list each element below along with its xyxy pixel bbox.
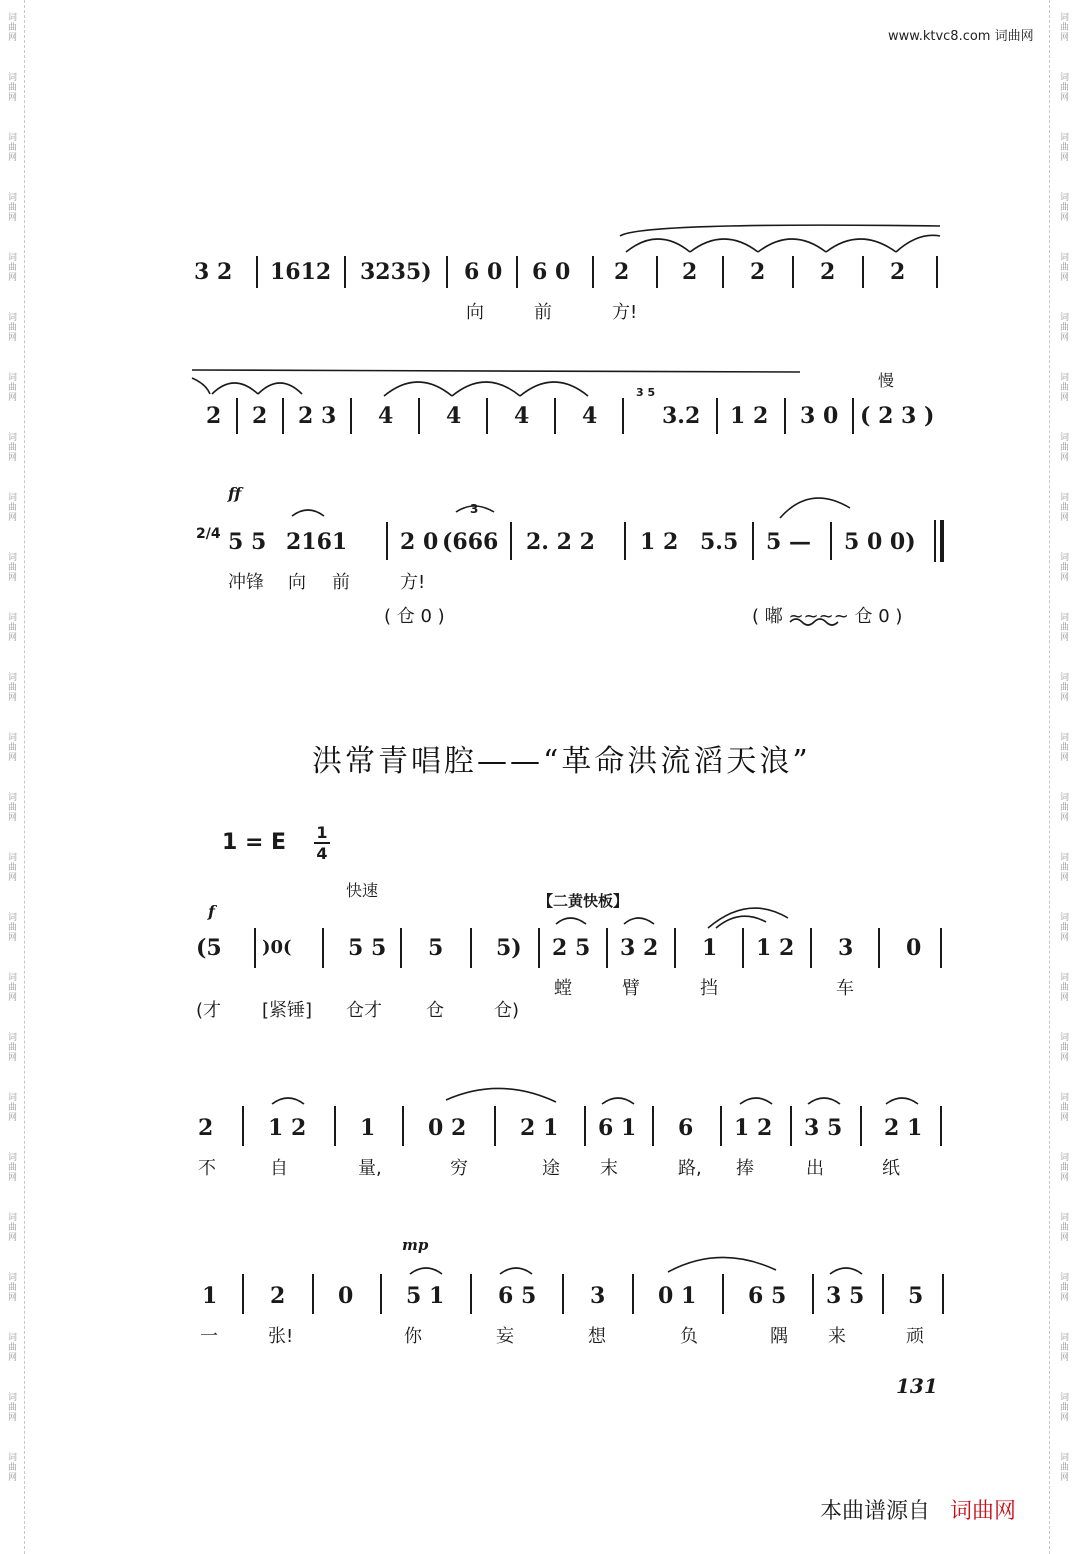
note-group: 3 5 [826, 1283, 865, 1309]
lyric: 向 [288, 572, 306, 593]
side-watermark: 词曲网 [1058, 1272, 1068, 1302]
side-watermark: 词曲网 [1058, 972, 1068, 1002]
lyric: 臂 [622, 978, 640, 999]
slur-mark [758, 239, 826, 252]
lyric: 挡 [700, 978, 718, 999]
side-watermark: 词曲网 [6, 132, 16, 162]
side-watermark: 词曲网 [1058, 312, 1068, 342]
percussion-notation: 仓 [426, 1000, 444, 1021]
tempo-marking: 慢 [878, 371, 895, 390]
lyric: 螳 [554, 978, 572, 999]
lyric: 一 [200, 1326, 218, 1347]
note-group: 4 [582, 403, 598, 429]
slur-mark [826, 239, 896, 252]
side-watermark: 词曲网 [1058, 72, 1068, 102]
percussion-notation: [紧锤] [262, 1000, 313, 1021]
lyric: 冲锋 [228, 572, 264, 593]
lyric: 末 [600, 1158, 618, 1179]
tempo-marking: 快速 [346, 881, 379, 900]
note-group: 6 5 [748, 1283, 787, 1309]
time-signature: 2/4 [196, 526, 221, 542]
side-watermark: 词曲网 [1058, 732, 1068, 762]
side-watermark: 词曲网 [6, 1212, 16, 1242]
note-group: 2161 [286, 529, 348, 555]
side-watermark: 词曲网 [6, 1152, 16, 1182]
slur-mark [668, 1257, 776, 1272]
note-group: 1 2 [640, 529, 679, 555]
slur-mark [716, 916, 766, 928]
note-group: 0 [906, 935, 922, 961]
note-group: 4 [514, 403, 530, 429]
slur-mark [556, 918, 586, 924]
footer-credit [820, 1494, 1016, 1525]
note-group: 6 [678, 1115, 694, 1141]
note-group: ( 2 3 ) [860, 403, 935, 429]
side-watermark: 词曲网 [1058, 1032, 1068, 1062]
dynamic-marking: f [208, 902, 215, 921]
lyric: 不 [198, 1158, 216, 1179]
note-group: 1 [202, 1283, 218, 1309]
note-group: 2. 2 2 [526, 529, 595, 555]
lyric: 路, [678, 1158, 702, 1179]
slur-mark [446, 1088, 556, 1102]
triplet-mark: 3 [470, 502, 479, 516]
side-watermark: 词曲网 [1058, 12, 1068, 42]
note-group: 1612 [270, 259, 332, 285]
note-group: 2 [682, 259, 698, 285]
note-group: 5 5 [228, 529, 267, 555]
note-group: 2 [270, 1283, 286, 1309]
note-group: 1 2 [734, 1115, 773, 1141]
note-group: 3 [838, 935, 854, 961]
note-group: 3.2 [662, 403, 701, 429]
side-watermark: 词曲网 [1058, 252, 1068, 282]
side-watermark: 词曲网 [6, 492, 16, 522]
slur-mark [624, 918, 654, 924]
side-watermark: 词曲网 [6, 732, 16, 762]
note-group: 2 1 [884, 1115, 923, 1141]
percussion-notation: ( 仓 0 ) [384, 606, 445, 627]
note-group: 3 2 [194, 259, 233, 285]
note-group: 2 [206, 403, 222, 429]
footer-brand-link[interactable]: 词曲网 [950, 1499, 1017, 1524]
aria-title: 洪常青唱腔——“革命洪流滔天浪” [312, 744, 811, 779]
side-watermark: 词曲网 [1058, 1392, 1068, 1422]
note-group: 6 0 [532, 259, 571, 285]
lyric: 途 [542, 1158, 560, 1179]
note-group: 6 0 [464, 259, 503, 285]
side-watermark: 词曲网 [6, 1092, 16, 1122]
slur-mark [410, 1268, 442, 1274]
note-group: 5 [428, 935, 444, 961]
dynamic-marking: ff [228, 484, 242, 503]
grace-notes: 3 5 [636, 386, 656, 399]
meter-top: 1 [316, 823, 328, 842]
percussion-notation: 仓) [494, 1000, 520, 1021]
slur-mark [780, 498, 850, 518]
lyric: 想 [588, 1326, 606, 1347]
slur-mark [500, 1268, 532, 1274]
site-url: www.ktvc8.com 词曲网 [888, 29, 1034, 44]
note-group: 0 [338, 1283, 354, 1309]
footer-source-label: 本曲谱源自 [820, 1499, 931, 1524]
side-watermark: 词曲网 [1058, 792, 1068, 822]
slur-mark [740, 1098, 772, 1104]
slur-mark [602, 1098, 634, 1104]
note-group: 2 [252, 403, 268, 429]
note-group: 3 0 [800, 403, 839, 429]
lyric: 方! [612, 302, 638, 323]
side-watermark: 词曲网 [6, 192, 16, 222]
note-group: (666 [442, 529, 499, 555]
note-group: 5 — [766, 529, 811, 555]
side-watermark: 词曲网 [1058, 1152, 1068, 1182]
note-group: 1 [360, 1115, 376, 1141]
side-watermark: 词曲网 [6, 1392, 16, 1422]
lyric: 向 [466, 302, 484, 323]
side-watermark: 词曲网 [1058, 132, 1068, 162]
note-group: 1 2 [756, 935, 795, 961]
slur-mark [212, 383, 258, 394]
note-group: 1 2 [730, 403, 769, 429]
note-group: 1 2 [268, 1115, 307, 1141]
percussion-notation: ( 嘟 ~~~~ 仓 0 ) [752, 606, 903, 627]
note-group: 5.5 [700, 529, 739, 555]
slur-mark [690, 239, 758, 252]
side-watermark: 词曲网 [1058, 372, 1068, 402]
note-group: 5 5 [348, 935, 387, 961]
side-watermark: 词曲网 [1058, 432, 1068, 462]
side-watermark: 词曲网 [1058, 192, 1068, 222]
side-watermark: 词曲网 [6, 72, 16, 102]
lyric: 顽 [906, 1326, 924, 1347]
side-watermark: 词曲网 [1058, 1092, 1068, 1122]
percussion-notation: 仓才 [346, 1000, 382, 1021]
side-watermark: 词曲网 [6, 432, 16, 462]
note-group: 4 [446, 403, 462, 429]
side-watermark: 词曲网 [1058, 1212, 1068, 1242]
slur-mark [626, 239, 690, 252]
side-watermark: 词曲网 [1058, 612, 1068, 642]
slur-mark [192, 378, 210, 394]
slur-mark [520, 382, 588, 396]
lyric: 来 [828, 1326, 846, 1347]
note-group: 2 5 [552, 935, 591, 961]
note-group: 0 1 [658, 1283, 697, 1309]
slur-mark [452, 382, 520, 396]
side-watermark: 词曲网 [1058, 852, 1068, 882]
tie-line [192, 370, 800, 372]
lyric: 车 [836, 978, 854, 999]
triplet-bracket [456, 506, 494, 512]
percussion-notation: (才 [196, 1000, 222, 1021]
side-watermark: 词曲网 [6, 612, 16, 642]
note-group: 4 [378, 403, 394, 429]
side-watermark: 词曲网 [1058, 552, 1068, 582]
lyric: 出 [806, 1158, 824, 1179]
note-group: 3 5 [804, 1115, 843, 1141]
side-watermark: 词曲网 [1058, 912, 1068, 942]
note-group: 2 3 [298, 403, 337, 429]
side-watermark: 词曲网 [6, 1452, 16, 1482]
slur-mark [384, 382, 452, 396]
side-watermark: 词曲网 [6, 1032, 16, 1062]
side-watermark: 词曲网 [6, 972, 16, 1002]
side-watermark: 词曲网 [6, 1332, 16, 1362]
tremolo-wave [790, 619, 838, 625]
side-watermark: 词曲网 [6, 552, 16, 582]
tie-line [620, 225, 940, 236]
slur-mark [886, 1098, 918, 1104]
page-number: 131 [896, 1374, 938, 1398]
side-watermark: 词曲网 [6, 12, 16, 42]
slur-mark [896, 235, 940, 252]
note-group: 3 2 [620, 935, 659, 961]
note-group: 2 0 [400, 529, 439, 555]
note-group: 5 0 0) [844, 529, 916, 555]
side-watermark: 词曲网 [1058, 672, 1068, 702]
note-group: 1 [702, 935, 718, 961]
note-group: 3235) [360, 259, 432, 285]
side-watermark: 词曲网 [6, 312, 16, 342]
lyric: 你 [404, 1326, 422, 1347]
side-watermark: 词曲网 [6, 852, 16, 882]
side-watermark: 词曲网 [6, 372, 16, 402]
side-watermark: 词曲网 [1058, 1452, 1068, 1482]
note-group: 5 [908, 1283, 924, 1309]
note-group: 6 1 [598, 1115, 637, 1141]
note-group: 2 [614, 259, 630, 285]
side-watermark: 词曲网 [6, 252, 16, 282]
side-watermark: 词曲网 [1058, 492, 1068, 522]
meter-bottom: 4 [316, 844, 328, 863]
lyric: 穷 [450, 1158, 468, 1179]
banqiang-label: 【二黄快板】 [538, 892, 629, 910]
note-group: 5) [496, 935, 522, 961]
lyric: 妄 [496, 1326, 514, 1347]
note-group: 3 [590, 1283, 606, 1309]
slur-mark [830, 1268, 862, 1274]
lyric: 前 [332, 572, 350, 593]
slur-mark [808, 1098, 840, 1104]
lyric: 隅 [770, 1326, 788, 1347]
lyric: 方! [400, 572, 426, 593]
lyric: 量, [358, 1158, 382, 1179]
side-watermark: 词曲网 [1058, 1332, 1068, 1362]
note-group: 2 [820, 259, 836, 285]
note-group: (5 [196, 935, 222, 961]
lyric: 前 [534, 302, 552, 323]
note-group: 2 1 [520, 1115, 559, 1141]
slur-mark [258, 383, 302, 394]
lyric: 自 [270, 1158, 288, 1179]
lyric: 捧 [736, 1158, 754, 1179]
dynamic-marking: mp [402, 1236, 429, 1254]
note-group: 2 [890, 259, 906, 285]
side-watermark: 词曲网 [6, 672, 16, 702]
key-signature: 1 = E [222, 830, 287, 855]
note-group: 0 2 [428, 1115, 467, 1141]
note-group: 2 [750, 259, 766, 285]
note-group: 2 [198, 1115, 214, 1141]
side-watermark: 词曲网 [6, 792, 16, 822]
side-watermark: 词曲网 [6, 912, 16, 942]
slur-mark [292, 510, 324, 516]
note-group: 6 5 [498, 1283, 537, 1309]
lyric: 负 [680, 1326, 698, 1347]
note-group: )0( [262, 937, 292, 958]
lyric: 纸 [882, 1158, 900, 1179]
note-group: 5 1 [406, 1283, 445, 1309]
lyric: 张! [268, 1326, 294, 1347]
slur-mark [272, 1098, 304, 1104]
side-watermark: 词曲网 [6, 1272, 16, 1302]
